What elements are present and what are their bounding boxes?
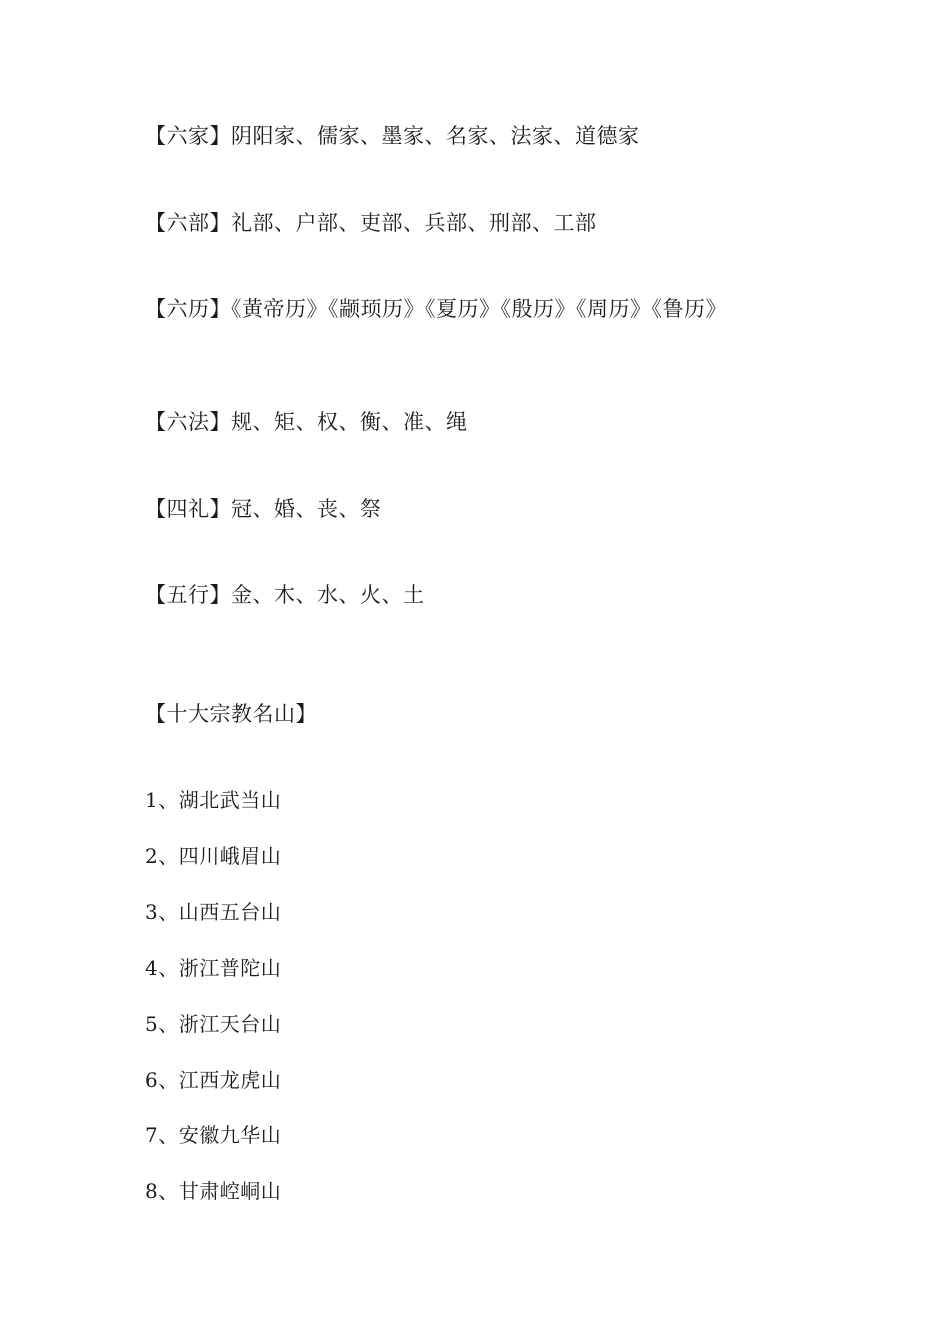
list-item: 6、江西龙虎山: [145, 1068, 282, 1092]
entry-six-laws: 【六法】规、矩、权、衡、准、绳: [145, 410, 468, 434]
list-item: 3、山西五台山: [145, 900, 282, 924]
entry-six-calendars: 【六历】《黄帝历》《颛顼历》《夏历》《殷历》《周历》《鲁历》: [145, 297, 727, 321]
list-item: 5、浙江天台山: [145, 1012, 282, 1036]
list-item: 7、安徽九华山: [145, 1123, 282, 1147]
list-item: 1、湖北武当山: [145, 788, 282, 812]
entry-four-rites: 【四礼】冠、婚、丧、祭: [145, 497, 382, 521]
entry-five-elements: 【五行】金、木、水、火、土: [145, 583, 425, 607]
section-title: 【十大宗教名山】: [145, 702, 317, 726]
list-item: 8、甘肃崆峒山: [145, 1179, 282, 1203]
entry-six-ministries: 【六部】礼部、户部、吏部、兵部、刑部、工部: [145, 211, 597, 235]
entry-six-schools: 【六家】阴阳家、儒家、墨家、名家、法家、道德家: [145, 124, 640, 148]
list-item: 2、四川峨眉山: [145, 844, 282, 868]
list-item: 4、浙江普陀山: [145, 956, 282, 980]
